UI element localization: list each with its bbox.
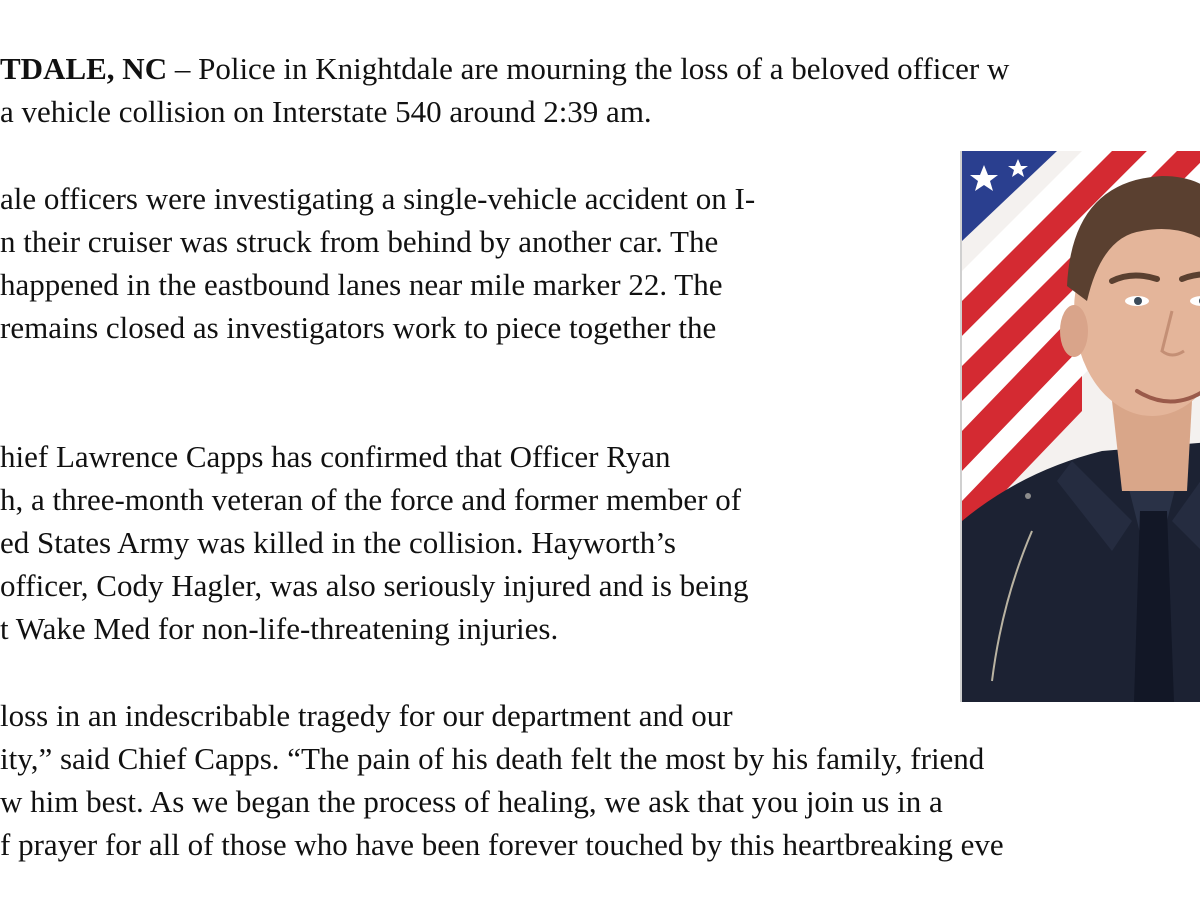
paragraph-3-line-5: t Wake Med for non-life-threatening injuries. xyxy=(0,611,559,646)
dateline: TDALE, NC xyxy=(0,51,168,86)
officer-photo xyxy=(960,151,1200,702)
paragraph-4-line-2: ity,” said Chief Capps. “The pain of his death felt the most by his family, friend xyxy=(0,741,985,776)
intro-text: – Police in Knightdale are mourning the loss of a beloved officer w xyxy=(167,51,1010,86)
dateline-line xyxy=(0,50,1009,88)
paragraph-2-line-1: ale officers were investigating a single-vehicle accident on I- xyxy=(0,181,756,216)
paragraph-3-line-3: ed States Army was killed in the collision. Hayworth’s xyxy=(0,525,676,560)
paragraph-4-line-1: loss in an indescribable tragedy for our department and our xyxy=(0,698,733,733)
paragraph-4-line-4: f prayer for all of those who have been forever touched by this heartbreaking eve xyxy=(0,827,1004,862)
paragraph-3-line-2: h, a three-month veteran of the force and former member of xyxy=(0,482,742,517)
paragraph-4-line-3: w him best. As we began the process of healing, we ask that you join us in a xyxy=(0,784,943,819)
paragraph-3-line-4: officer, Cody Hagler, was also seriously injured and is being xyxy=(0,568,749,603)
paragraph-2-line-4: remains closed as investigators work to piece together the xyxy=(0,310,717,345)
paragraph-1-line-2: a vehicle collision on Interstate 540 around 2:39 am. xyxy=(0,94,652,129)
paragraph-3-line-1: hief Lawrence Capps has confirmed that Officer Ryan xyxy=(0,439,671,474)
paragraph-2-line-3: happened in the eastbound lanes near mile marker 22. The xyxy=(0,267,723,302)
officer-portrait-image xyxy=(962,151,1200,702)
paragraph-2-line-2: n their cruiser was struck from behind by another car. The xyxy=(0,224,719,259)
